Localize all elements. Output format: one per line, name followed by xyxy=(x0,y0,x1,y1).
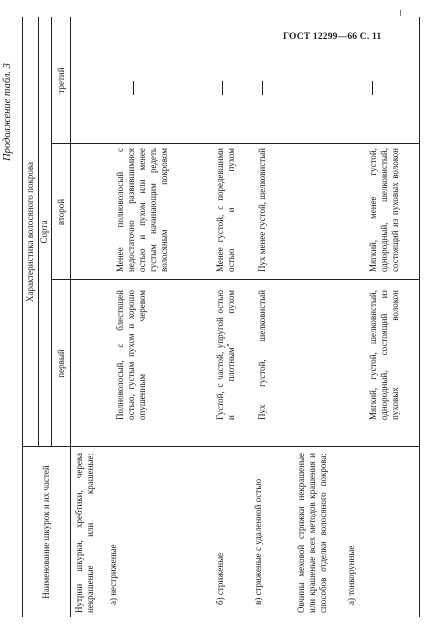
sort-header: Сорта xyxy=(39,220,49,244)
row-tonkorunnye-third-dash xyxy=(372,81,373,95)
table-bottom-border xyxy=(419,17,420,617)
row-nestrizhenye-first: Полноволосый, с блестящей остью, густым пухом и хорошо опушенным черевом xyxy=(115,290,147,420)
sort-header-rule xyxy=(51,17,52,447)
row-strizhenye-second: Менее густой, с поредевшими остью и пухом xyxy=(215,148,236,272)
row-nestrizhenye-second: Менее полноволосый с недостаточно развившимися остью и пухом или менее густым начинающим редеть волосяным покровом xyxy=(115,148,169,272)
row-strizhenye-ost-first: Пух густой, шелковистый xyxy=(257,290,267,420)
header-separator xyxy=(70,17,71,617)
name-column-divider xyxy=(22,446,419,447)
row-strizhenye-ost-second: Пух менее густой, шелковистый xyxy=(257,147,267,272)
second-sort-divider xyxy=(51,143,419,144)
sort-second-header: второй xyxy=(56,198,66,226)
margin-tick-mark xyxy=(400,10,401,16)
row-strizhenye-first: Густой, с частой, упругой остью и плотным пухом xyxy=(215,290,236,420)
group-header: Характеристика волосяного покрова xyxy=(25,162,35,302)
row-name-tonkorunnye: а) тонкорунные xyxy=(346,545,356,605)
sort-third-header: третий xyxy=(56,67,66,94)
page-header: ГОСТ 12299—66 С. 11 xyxy=(283,32,382,42)
row-name-strizhenye-ost: в) стриженые с удаленной остью xyxy=(253,478,263,605)
sort-first-header: первый xyxy=(56,349,66,378)
row-strizhenye-ost-third-dash xyxy=(262,81,263,95)
row-name-nestrizhenye: а) нестриженые xyxy=(108,544,118,605)
rotated-table-frame xyxy=(2,17,422,617)
row-ovchiny-intro: Овчины меховой стрижки некрашеные или крашеные всех методов крашения и способов отделки волосяного покрова: xyxy=(296,453,328,613)
row-nestrizhenye-third-dash xyxy=(133,81,134,95)
row-name-strizhenye: б) стриженые xyxy=(215,552,225,605)
table-top-border xyxy=(22,17,23,617)
table-caption: Продолжение табл. 3 xyxy=(2,63,13,161)
intro-text: Нутрии шкурки, хребтики, черева некрашеные или крашеные: xyxy=(74,453,95,613)
row-strizhenye-third-dash xyxy=(222,81,223,95)
col-name-header: Наименование шкурок и их частей xyxy=(41,465,51,599)
row-tonkorunnye-second: Мягкий, менее густой, однородный, шелковистый, состоящий из пуховых волокон xyxy=(368,148,400,272)
first-sort-divider xyxy=(51,279,419,280)
row-tonkorunnye-first: Мягкий, густой, шелковистый, однородный, состоящий из пуховых волокон xyxy=(368,290,400,420)
